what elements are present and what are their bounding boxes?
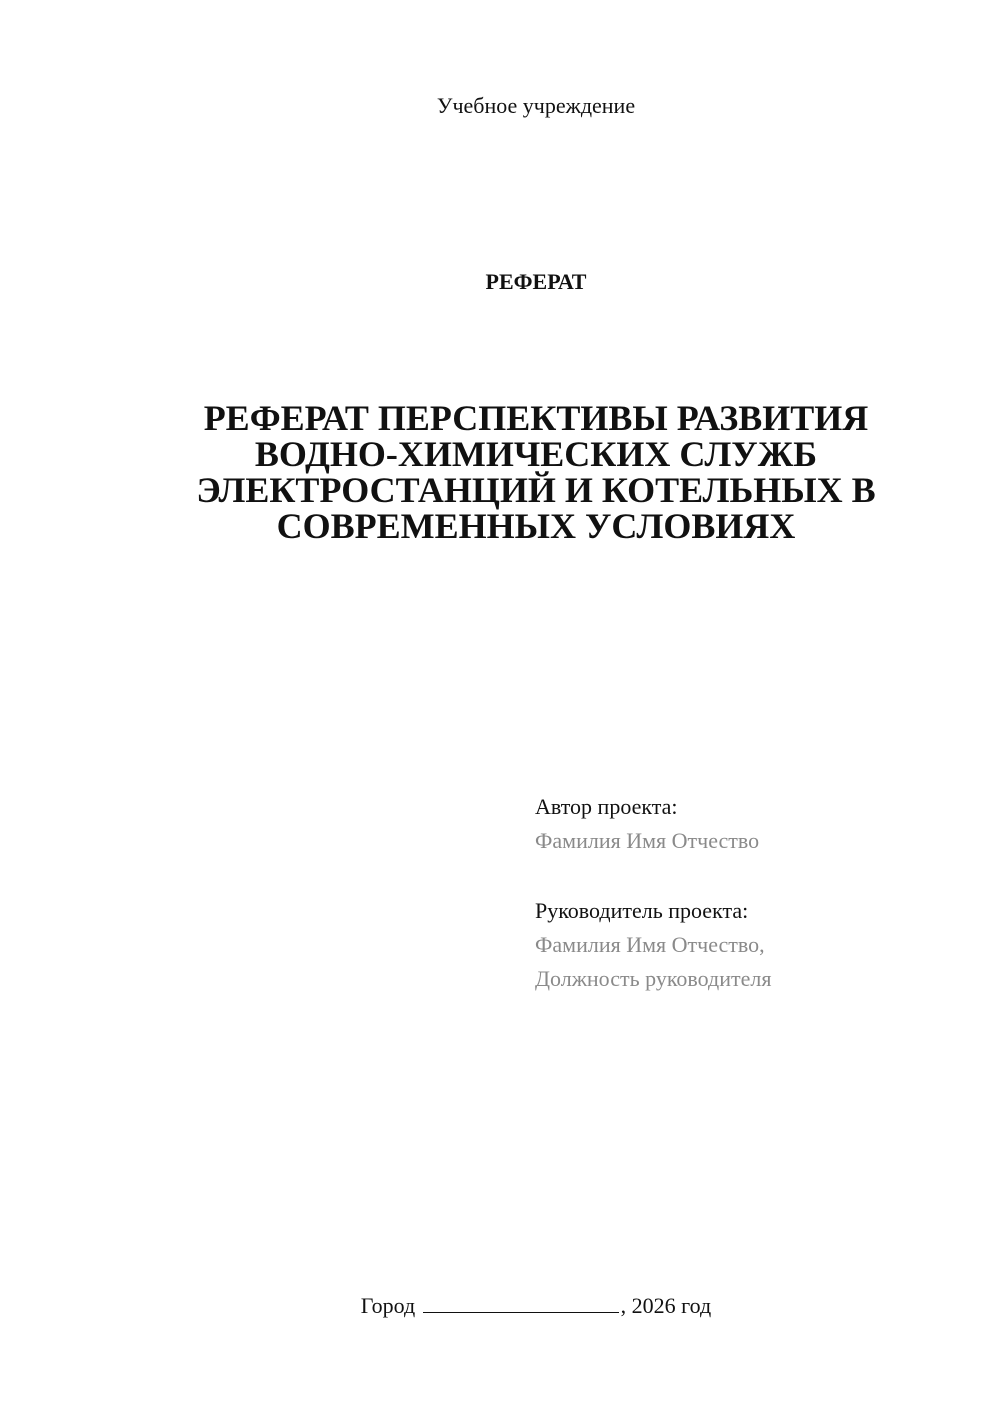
supervisor-position: Должность руководителя [535, 966, 772, 991]
author-block [535, 790, 975, 996]
city-blank-line [423, 1290, 619, 1313]
document-title: РЕФЕРАТ ПЕРСПЕКТИВЫ РАЗВИТИЯ ВОДНО-ХИМИЧЕСКИХ СЛУЖБ ЭЛЕКТРОСТАНЦИЙ И КОТЕЛЬНЫХ В СОВРЕМЕННЫХ УСЛОВИЯХ [196, 398, 876, 546]
supervisor-name: Фамилия Имя Отчество, [535, 932, 765, 957]
author-name: Фамилия Имя Отчество [535, 828, 760, 853]
spacer [535, 858, 975, 894]
city-label: Город [360, 1293, 416, 1318]
supervisor-label: Руководитель проекта: [535, 898, 749, 923]
author-label: Автор проекта: [535, 794, 678, 819]
institution-name: Учебное учреждение [436, 93, 636, 118]
document-type: РЕФЕРАТ [485, 269, 587, 294]
footer-city-year [0, 1290, 1000, 1321]
year-text: , 2026 год [620, 1293, 712, 1318]
